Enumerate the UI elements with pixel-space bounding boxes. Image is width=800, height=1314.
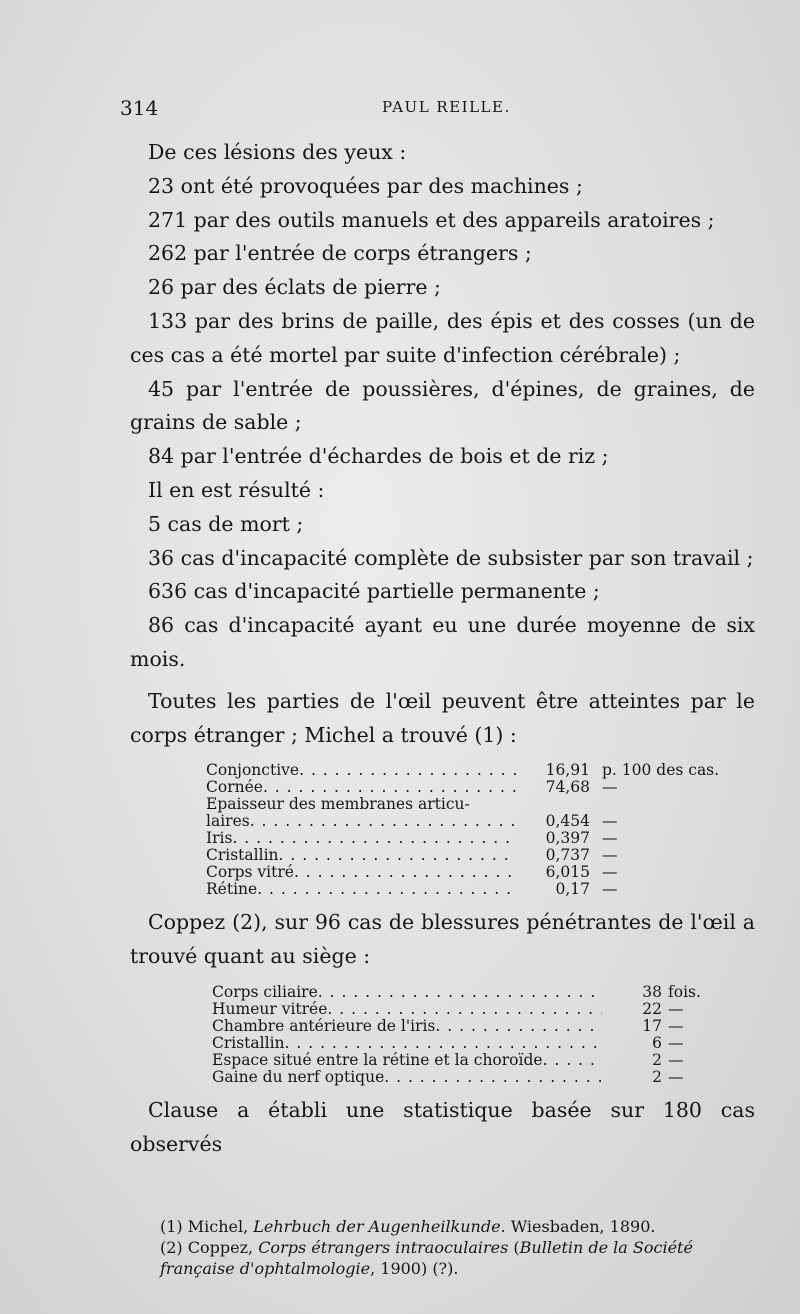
footnotes xyxy=(160,1216,770,1279)
row-unit: — xyxy=(602,880,618,899)
table-row xyxy=(206,881,719,898)
paragraph: 271 par des outils manuels et des appareils aratoires ; xyxy=(148,207,715,232)
row-label: Corps vitré . . . xyxy=(206,864,516,881)
paragraph: 23 ont été provoquées par des machines ; xyxy=(148,173,583,198)
table-row xyxy=(212,1001,708,1018)
row-label: Cristallin . . . xyxy=(212,1035,602,1052)
row-unit: — xyxy=(602,863,618,882)
table-row xyxy=(212,1018,708,1035)
row-unit: — xyxy=(668,1033,684,1052)
row-value: 2 xyxy=(652,1067,662,1086)
footnote-2 xyxy=(160,1237,770,1279)
row-value: 38 xyxy=(642,982,662,1001)
coppez-table xyxy=(212,984,708,1086)
paragraph: 5 cas de mort ; xyxy=(148,511,304,536)
row-label: Gaine du nerf optique . . . xyxy=(212,1069,602,1086)
row-value: 17 xyxy=(642,1016,662,1035)
row-value: 74,68 xyxy=(545,778,590,797)
paragraph: Coppez (2), sur 96 cas de blessures pénétrantes de l'œil a trouvé quant au siège : xyxy=(130,910,755,969)
row-label: Conjonctive . . . xyxy=(206,762,516,779)
row-unit: fois. xyxy=(668,982,701,1001)
row-label: Iris . . . xyxy=(206,830,516,847)
paragraph: 86 cas d'incapacité ayant eu une durée moyenne de six mois. xyxy=(130,613,755,671)
footnote-text: (1) Michel, xyxy=(160,1217,254,1236)
row-value: 2 xyxy=(652,1050,662,1069)
row-unit: — xyxy=(668,1050,684,1069)
row-unit: — xyxy=(602,812,618,831)
row-unit: — xyxy=(668,1067,684,1086)
row-value: 0,737 xyxy=(545,846,590,865)
page-header xyxy=(120,96,760,126)
page-body xyxy=(130,136,755,1162)
row-unit: — xyxy=(602,829,618,848)
row-unit xyxy=(590,796,719,813)
paragraph: 84 par l'entrée d'échardes de bois et de riz ; xyxy=(148,444,609,469)
footnote-title: Lehrbuch der Augenheilkunde xyxy=(253,1217,501,1236)
paragraph: Il en est résulté : xyxy=(148,477,325,502)
footnote-title: Corps étrangers intraoculaires xyxy=(258,1238,509,1257)
footnote-text: . Wiesbaden, 1890. xyxy=(500,1217,656,1236)
row-value xyxy=(516,796,590,813)
row-value: 22 xyxy=(642,999,662,1018)
footnote-text: (2) Coppez, xyxy=(160,1238,259,1257)
footnote-text: , 1900) (?). xyxy=(370,1259,459,1278)
paragraph: 133 par des brins de paille, des épis et des cosses (un de ces cas a été mortel par suite d'infection cérébrale) ; xyxy=(130,308,755,367)
row-label: Cornée . . . xyxy=(206,779,516,796)
row-value: 6 xyxy=(652,1033,662,1052)
row-value: 0,454 xyxy=(545,812,590,831)
footnote-1 xyxy=(160,1216,770,1237)
row-unit: — xyxy=(602,846,618,865)
michel-table xyxy=(206,762,719,898)
paragraph: Clause a établi une statistique basée sur 180 cas observés xyxy=(130,1097,755,1156)
row-label: Rétine . . . xyxy=(206,881,516,898)
table-row xyxy=(206,779,719,796)
paragraph: 26 par des éclats de pierre ; xyxy=(148,275,441,300)
table-row xyxy=(206,864,719,881)
paragraph: 45 par l'entrée de poussières, d'épines, de graines, de grains de sable ; xyxy=(130,376,755,435)
table-row xyxy=(212,984,708,1001)
row-label: Chambre antérieure de l'iris . . . xyxy=(212,1018,602,1035)
paragraph: Toutes les parties de l'œil peuvent être atteintes par le corps étranger ; Michel a trouvé (1) : xyxy=(130,688,755,747)
row-unit: — xyxy=(668,999,684,1018)
footnote-journal: Bulletin de la Société française d'ophtalmologie xyxy=(160,1238,693,1278)
row-label: Humeur vitrée . . . xyxy=(212,1001,602,1018)
page-number: 314 xyxy=(120,96,159,120)
table-row xyxy=(206,847,719,864)
paragraph: 262 par l'entrée de corps étrangers ; xyxy=(148,241,532,266)
row-unit: p. 100 des cas. xyxy=(602,761,720,780)
row-label: Épaisseur des membranes articu- xyxy=(206,796,470,814)
row-value: 0,17 xyxy=(555,880,590,899)
running-head: PAUL REILLE. xyxy=(382,98,511,116)
table-row xyxy=(212,1035,708,1052)
paragraph: De ces lésions des yeux : xyxy=(148,140,407,164)
row-label: Cristallin . . . xyxy=(206,847,516,864)
table-row xyxy=(206,830,719,847)
row-label: Corps ciliaire . . . xyxy=(212,984,602,1001)
row-label: laires . . . xyxy=(206,813,516,830)
row-value: 16,91 xyxy=(545,761,590,780)
row-value: 6,015 xyxy=(545,863,590,882)
table-row xyxy=(212,1052,708,1069)
row-value: 0,397 xyxy=(545,829,590,848)
row-unit: — xyxy=(602,778,618,797)
paragraph: 36 cas d'incapacité complète de subsister par son travail ; xyxy=(148,545,754,570)
footnote-text: ( xyxy=(508,1238,520,1257)
table-row xyxy=(206,813,719,830)
table-row xyxy=(206,796,719,813)
row-unit: — xyxy=(668,1016,684,1035)
row-label: Espace situé entre la rétine et la choroïde . . . xyxy=(212,1052,602,1069)
paragraph: 636 cas d'incapacité partielle permanente ; xyxy=(148,579,600,604)
table-row xyxy=(206,762,719,779)
table-row xyxy=(212,1069,708,1086)
